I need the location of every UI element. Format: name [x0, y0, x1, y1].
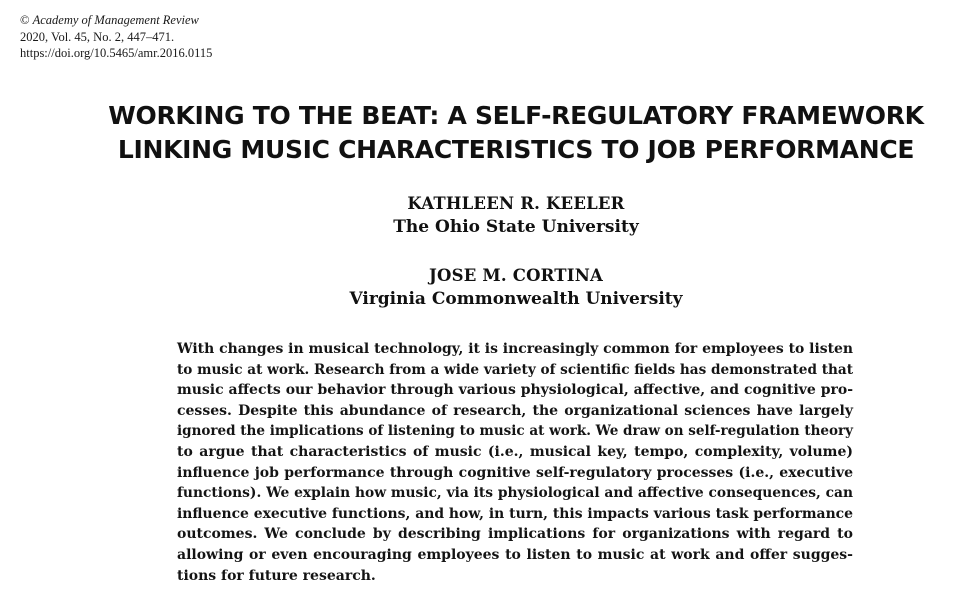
abstract-line: tions for future research. [177, 567, 376, 584]
author-name: KATHLEEN R. KEELER [407, 194, 625, 213]
abstract-line: With changes in musical technology, it is increasingly common for employees to listen [177, 341, 853, 357]
citation: 2020, Vol. 45, No. 2, 447–471. [20, 29, 175, 44]
abstract-line: functions). We explain how music, via its physiological and affective consequences, can [177, 485, 853, 502]
abstract-line: to argue that characteristics of music (i.e., musical key, tempo, complexity, volume) [177, 443, 853, 460]
abstract-line: allowing or even encouraging employees to listen to music at work and offer sugges- [177, 546, 853, 563]
article-title [34, 99, 964, 167]
doi-link[interactable]: https://doi.org/10.5465/amr.2016.0115 [20, 46, 213, 60]
author-block-1 [34, 193, 964, 239]
author-block-2 [34, 265, 964, 311]
abstract-line: music affects our behavior through various physiological, affective, and cognitive pro- [177, 382, 853, 399]
abstract-line: outcomes. We conclude by describing implications for organizations with regard to [177, 526, 853, 543]
abstract-line: ignored the implications of listening to music at work. We draw on self-regulation theory [177, 423, 853, 440]
journal-name: Academy of Management Review [32, 13, 199, 27]
author-affiliation: The Ohio State University [393, 217, 639, 237]
abstract [177, 339, 853, 586]
title-line-2: LINKING MUSIC CHARACTERISTICS TO JOB PERFORMANCE [117, 135, 915, 164]
journal-line [20, 12, 212, 29]
copyright-symbol: © [20, 13, 30, 27]
author-name: JOSE M. CORTINA [429, 266, 603, 285]
abstract-line: influence executive functions, and how, in turn, this impacts various task performance [177, 505, 853, 522]
abstract-line: cesses. Despite this abundance of research, the organizational sciences have largely [177, 402, 853, 419]
journal-header [20, 12, 212, 62]
abstract-line: to music at work. Research from a wide variety of scientific fields has demonstrated that [177, 361, 853, 378]
title-line-1: WORKING TO THE BEAT: A SELF-REGULATORY FRAMEWORK [108, 101, 924, 130]
author-affiliation: Virginia Commonwealth University [349, 289, 683, 309]
abstract-line: influence job performance through cognitive self-regulatory processes (i.e., executive [177, 464, 853, 481]
